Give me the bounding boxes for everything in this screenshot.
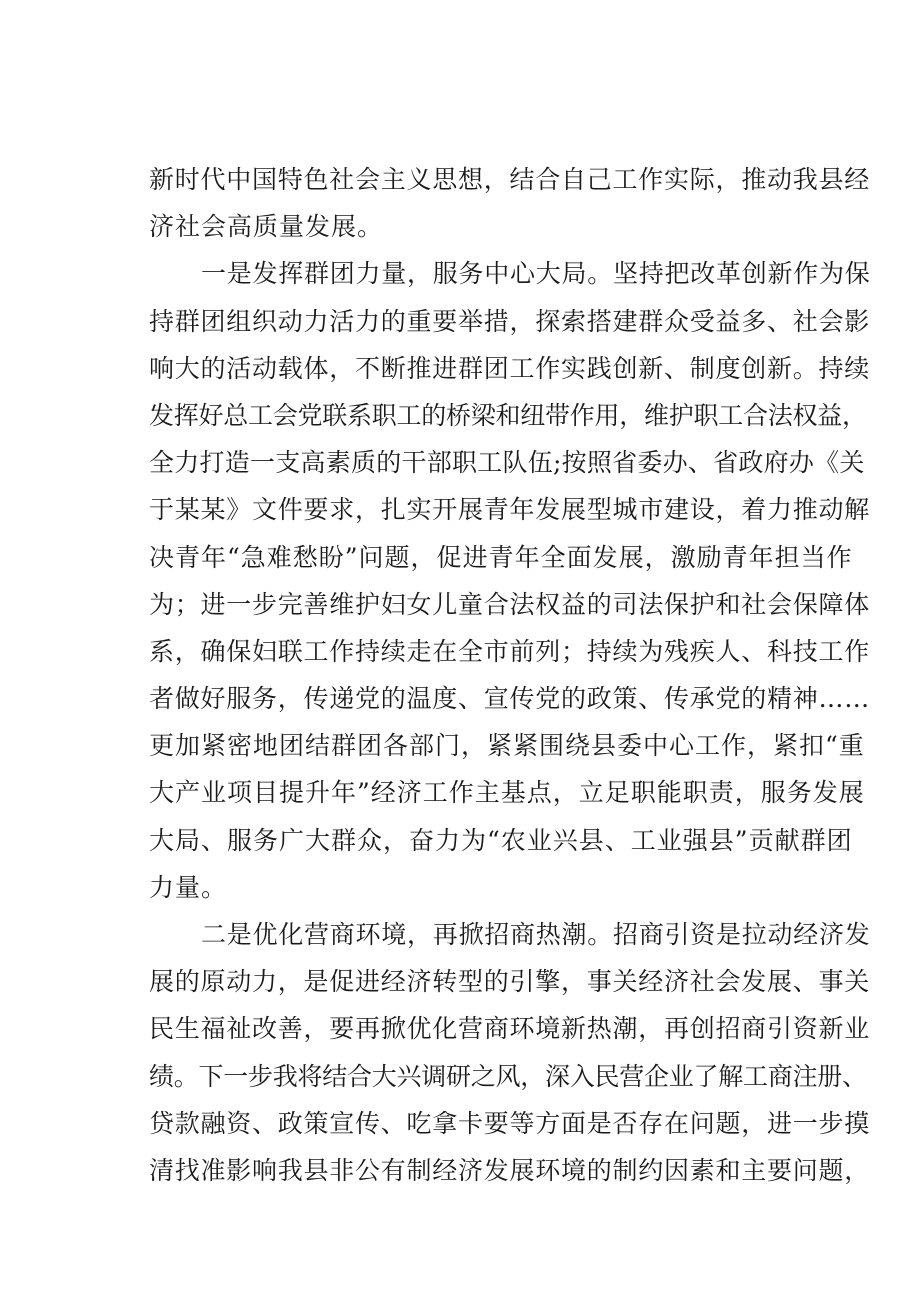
text-line: 新时代中国特色社会主义思想，结合自己工作实际，推动我县经 <box>149 165 871 194</box>
text-line: 一是发挥群团力量，服务中心大局。坚持把改革创新作为保 <box>201 259 871 289</box>
text-line: 为；进一步完善维护妇女儿童合法权益的司法保护和社会保障体 <box>149 589 871 619</box>
text-line: 者做好服务，传递党的温度、宣传党的政策、传承党的精神…… <box>149 684 871 714</box>
text-line: 发挥好总工会党联系职工的桥梁和纽带作用，维护职工合法权益， <box>149 400 867 430</box>
text-line: 全力打造一支高素质的干部职工队伍;按照省委办、省政府办《关 <box>149 448 865 478</box>
text-line: 济社会高质量发展。 <box>149 212 384 242</box>
text-line: 大局、服务广大群众，奋力为“农业兴县、工业强县”贡献群团 <box>149 825 853 855</box>
text-line: 民生福祉改善，要再掀优化营商环境新热潮，再创招商引资新业 <box>149 1014 871 1044</box>
text-line: 绩。下一步我将结合大兴调研之风，深入民营企业了解工商注册、 <box>149 1061 867 1091</box>
paragraph-point-two <box>149 911 871 1194</box>
text-line: 持群团组织动力活力的重要举措，探索搭建群众受益多、社会影 <box>149 306 871 336</box>
text-line: 于某某》文件要求，扎实开展青年发展型城市建设，着力推动解 <box>149 495 871 525</box>
paragraph-point-one <box>149 250 871 911</box>
document-body <box>149 156 871 1194</box>
text-line: 响大的活动载体，不断推进群团工作实践创新、制度创新。持续 <box>149 353 871 383</box>
paragraph-intro-continuation <box>149 156 871 250</box>
text-line: 贷款融资、政策宣传、吃拿卡要等方面是否存在问题，进一步摸 <box>149 1108 871 1138</box>
text-line: 展的原动力，是促进经济转型的引擎，事关经济社会发展、事关 <box>149 967 871 997</box>
text-line: 二是优化营商环境，再掀招商热潮。招商引资是拉动经济发 <box>201 920 871 949</box>
text-line: 系，确保妇联工作持续走在全市前列；持续为残疾人、科技工作 <box>149 636 871 666</box>
text-line: 力量。 <box>149 872 228 902</box>
text-line: 大产业项目提升年”经济工作主基点，立足职能职责，服务发展 <box>149 778 865 808</box>
text-line: 更加紧密地团结群团各部门，紧紧围绕县委中心工作，紧扣“重 <box>149 731 865 761</box>
text-line: 决青年“急难愁盼”问题，促进青年全面发展，激励青年担当作 <box>149 542 853 572</box>
text-line: 清找准影响我县非公有制经济发展环境的制约因素和主要问题， <box>149 1155 871 1185</box>
